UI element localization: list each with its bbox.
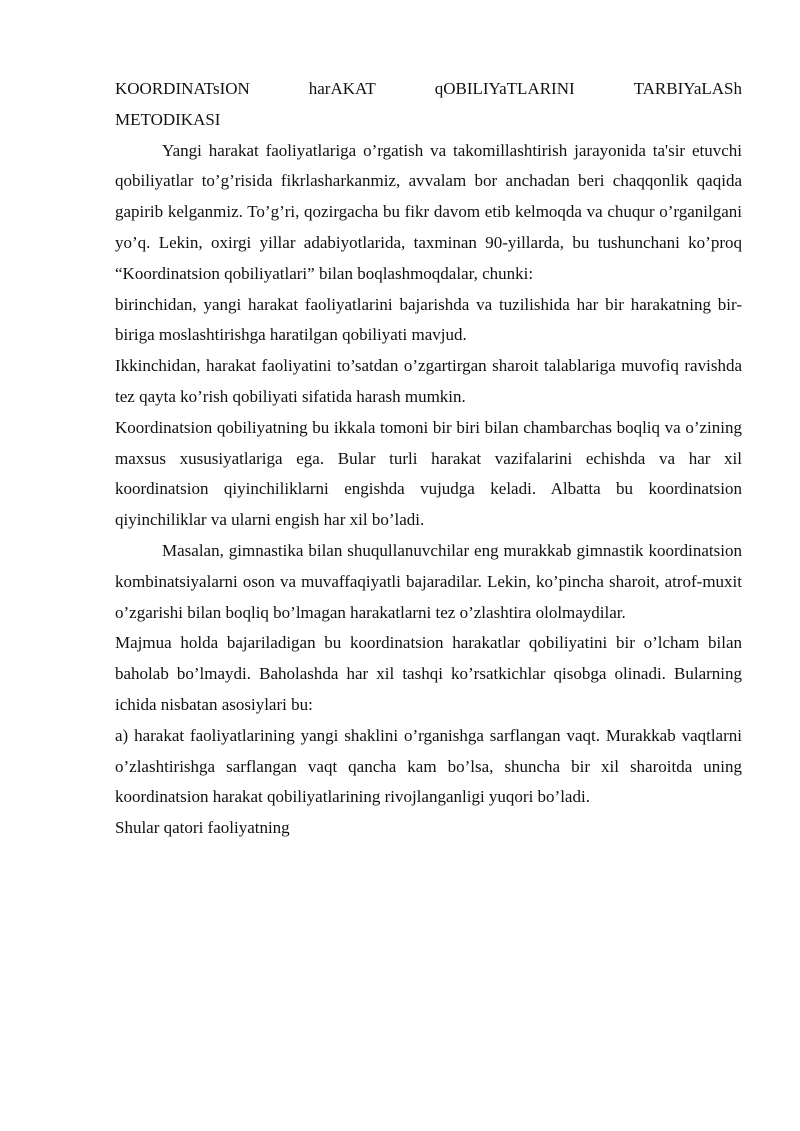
paragraph-first-reason: birinchidan, yangi harakat faoliyatlarini bajarishda va tuzilishida har bir harakatning bir-biriga moslashtirishga haratilgan qobiliyati mavjud. bbox=[115, 294, 742, 345]
paragraph-relationship: Koordinatsion qobiliyatning bu ikkala tomoni bir biri bilan chambarchas boqliq va o’zining maxsus xususiyatlariga ega. Bular turli harakat vazifalarini echishda va har xil koordinatsion qiyinchiliklarni engishda vujudga keladi. Albatta bu koordinatsion qiyinchiliklar va ularni engish har xil bo’ladi. bbox=[115, 417, 742, 530]
paragraph-intro: Yangi harakat faoliyatlariga o’rgatish va takomillashtirish jarayonida ta'sir etuvchi qobiliyatlar to’g’risida fikrlasharkanmiz, avvalam bor anchadan beri chaqqonlik qaqida gapirib kelganmiz. To’g’ri, qozirgacha bu fikr davom etib kelmoqda va chuqur o’rganilgani yo’q. Lekin, oxirgi yillar adabiyotlarida, taxminan 90-yillarda, bu tushunchani ko’proq “Koordinatsion qobiliyatlari” bilan boqlashmoqdalar, chunki: bbox=[115, 140, 742, 283]
title-line-1 bbox=[115, 74, 742, 105]
title-word: qOBILIYaTLARINI bbox=[434, 79, 575, 98]
title-line-2: METODIKASI bbox=[115, 109, 221, 129]
title-word: harAKAT bbox=[308, 79, 376, 98]
paragraph-criterion-a: a) harakat faoliyatlarining yangi shaklini o’rganishga sarflangan vaqt. Murakkab vaqtlarni o’zlashtirishga sarflangan vaqt qancha kam bo’lsa, shuncha bir xil sharoitda uning koordinatsion harakat qobiliyatlarining rivojlanganligi yuqori bo’ladi. bbox=[115, 725, 742, 807]
document-page bbox=[115, 74, 742, 844]
paragraph-continuation: Shular qatori faoliyatning bbox=[115, 818, 290, 838]
paragraph-example: Masalan, gimnastika bilan shuqullanuvchilar eng murakkab gimnastik koordinatsion kombinatsiyalarni oson va muvaffaqiyatli bajaradilar. Lekin, ko’pincha sharoit, atrof-muxit o’zgarishi bilan boqliq bo’lmagan harakatlarni tez o’zlashtira ololmaydilar. bbox=[115, 540, 742, 622]
title-word: TARBIYaLASh bbox=[633, 79, 742, 98]
paragraph-assessment: Majmua holda bajariladigan bu koordinatsion harakatlar qobiliyatini bir o’lcham bilan baholab bo’lmaydi. Baholashda har xil tashqi ko’rsatkichlar qisobga olinadi. Bularning ichida nisbatan asosiylari bu: bbox=[115, 633, 742, 714]
title-word: KOORDINATsION bbox=[115, 79, 250, 98]
paragraph-second-reason: Ikkinchidan, harakat faoliyatini to’satdan o’zgartirgan sharoit talablariga muvofiq ravishda tez qayta ko’rish qobiliyati sifatida harash mumkin. bbox=[115, 356, 742, 406]
document-title bbox=[115, 74, 742, 136]
